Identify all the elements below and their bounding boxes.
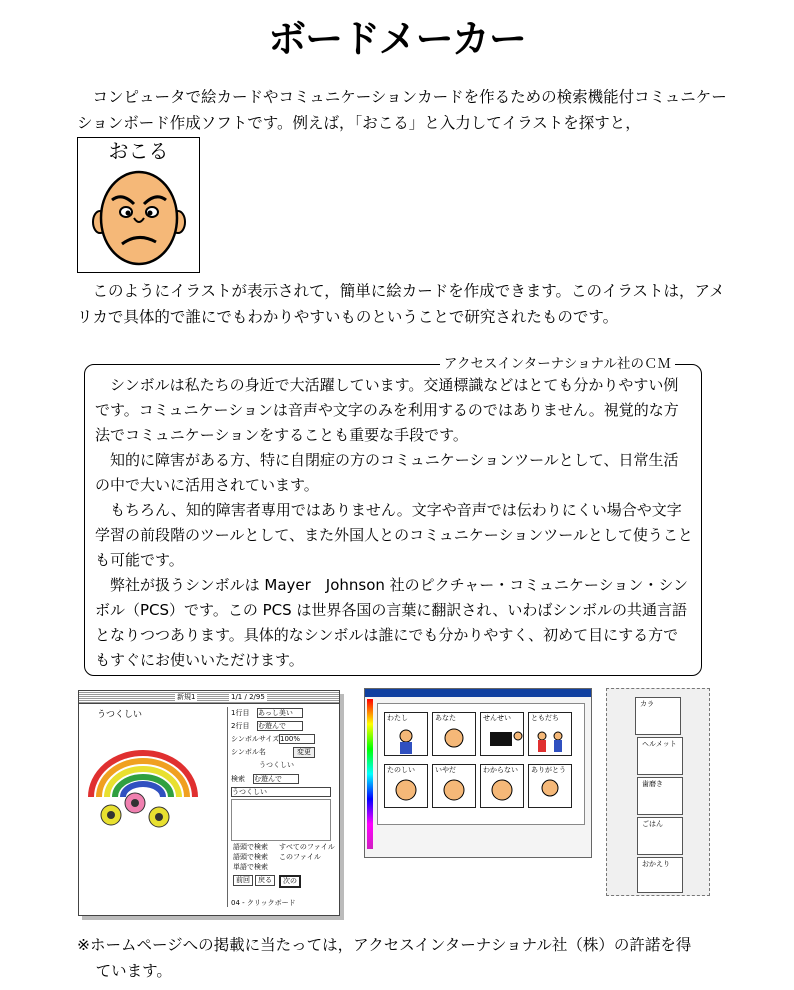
change-button[interactable]: 変更	[293, 747, 315, 758]
note-line-1: ※ホームページへの掲載に当たっては，アクセスインターナショナル社（株）の許諾を得	[77, 936, 692, 954]
symbol-card	[635, 697, 681, 735]
search-result-field[interactable]: うつくしい	[231, 787, 331, 797]
symbol-label: ありがとう	[531, 766, 566, 774]
card-label: おかえり	[642, 860, 670, 868]
rainbow-flowers-icon	[85, 727, 215, 837]
option-radio[interactable]: すべてのファイル	[279, 843, 335, 851]
status-text: 04 - クリックボード	[231, 899, 296, 907]
line2-select[interactable]: む遊んで	[257, 721, 303, 731]
current-word: うつくしい	[259, 761, 294, 769]
cm-paragraph: 知的に障害がある方、特に自閉症の方のコミュニケーションツールとして、日常生活の中で大いに活用されています。	[95, 451, 679, 494]
intro-paragraph-1: コンピュータで絵カードやコミュニケーションカードを作るための検索機能付コミュニケーションボード作成ソフトです。例えば，「おこる」と入力してイラストを探すと，	[77, 88, 727, 132]
cm-paragraph: もちろん、知的障害者専用ではありません。文字や音声では伝わりにくい場合や文字学習の前段階のツールとして、また外国人とのコミュニケーションツールとして使うことも可能です。	[95, 501, 693, 569]
next-button[interactable]: 次の	[279, 875, 301, 888]
option-radio[interactable]: 単語で検索	[233, 863, 268, 871]
search-label: 検索	[231, 775, 245, 783]
line1-select[interactable]: あっし美い	[257, 708, 303, 718]
symbol-size-select[interactable]: 100%	[279, 734, 315, 744]
back-button[interactable]: 戻る	[255, 875, 275, 886]
cm-paragraph: シンボルは私たちの身近で大活躍しています。交通標識などはとても分かりやすい例です。コミュニケーションは音声や文字のみを利用するのではありません。視覚的な方法でコミュニケーションをすることも重要な手段です。	[95, 376, 679, 444]
card-label: ヘルメット	[642, 740, 677, 748]
communication-board-screenshot	[364, 688, 592, 858]
symbol-cell[interactable]	[528, 764, 572, 808]
row-label: シンボルサイズ	[231, 735, 280, 743]
row-label: 1行目	[231, 709, 250, 717]
symbol-card	[637, 817, 683, 855]
note-line-2: ています。	[95, 962, 172, 980]
option-radio[interactable]: このファイル	[279, 853, 321, 861]
window-titlebar	[365, 689, 591, 697]
symbol-cell[interactable]	[480, 764, 524, 808]
result-list[interactable]	[231, 799, 331, 841]
symbol-cell[interactable]	[384, 712, 428, 756]
symbol-label: あなた	[435, 714, 456, 722]
cm-body	[95, 373, 693, 673]
cm-box	[84, 356, 702, 676]
canvas-label: うつくしい	[97, 710, 143, 720]
symbol-label: せんせい	[483, 714, 511, 722]
symbol-cell[interactable]	[432, 712, 476, 756]
symbol-label: わたし	[387, 714, 408, 722]
symbol-cell[interactable]	[528, 712, 572, 756]
symbol-cell[interactable]	[384, 764, 428, 808]
symbol-label: たのしい	[387, 766, 415, 774]
symbol-card	[637, 777, 683, 815]
row-label: シンボル名	[231, 748, 266, 756]
card-label: ごはん	[642, 820, 663, 828]
symbol-label: わからない	[483, 766, 518, 774]
page-info: 1/1 / 2/95	[231, 693, 265, 701]
cm-box-title: アクセスインターナショナル社のＣＭ	[440, 355, 675, 373]
okoru-caption: おこる	[108, 139, 169, 163]
symbol-card	[637, 737, 683, 775]
page-title: ボードメーカー	[268, 17, 526, 61]
window-titlebar	[79, 691, 339, 704]
symbol-cards-photo	[606, 688, 710, 896]
symbol-label: ともだち	[531, 714, 559, 722]
option-radio[interactable]: 語頭で検索	[233, 843, 268, 851]
board-page	[377, 703, 585, 825]
symbol-cell[interactable]	[480, 712, 524, 756]
card-label: 歯磨き	[642, 780, 663, 788]
angry-face-icon	[90, 168, 188, 268]
color-palette[interactable]	[367, 699, 373, 849]
card-label: カラ	[640, 700, 654, 708]
symbol-panel	[231, 707, 335, 907]
symbol-canvas	[83, 707, 228, 907]
option-radio[interactable]: 語頭で検索	[233, 853, 268, 861]
boardmaker-editor-screenshot	[78, 690, 340, 916]
okoru-illustration	[77, 137, 200, 273]
search-select[interactable]: む遊んで	[253, 774, 299, 784]
symbol-cell[interactable]	[432, 764, 476, 808]
permission-note	[77, 932, 737, 984]
symbol-card	[637, 857, 683, 893]
symbol-label: いやだ	[435, 766, 456, 774]
cm-paragraph: 弊社が扱うシンボルは Mayer Johnson 社のピクチャー・コミュニケーション・シンボル（PCS）です。この PCS は世界各国の言葉に翻訳され、いわばシンボルの共通言語となりつつあります。具体的なシンボルは誰にでも分かりやすく、初めて目にする方でもすぐにお使いいただけます。	[95, 576, 688, 669]
intro-paragraph-2: このようにイラストが表示されて，簡単に絵カードを作成できます。このイラストは，アメリカで具体的で誰にでもわかりやすいものということで研究されたものです。	[77, 282, 725, 326]
row-label: 2行目	[231, 722, 250, 730]
window-title: 新規1	[177, 693, 196, 701]
prev-button[interactable]: 前回	[233, 875, 253, 886]
